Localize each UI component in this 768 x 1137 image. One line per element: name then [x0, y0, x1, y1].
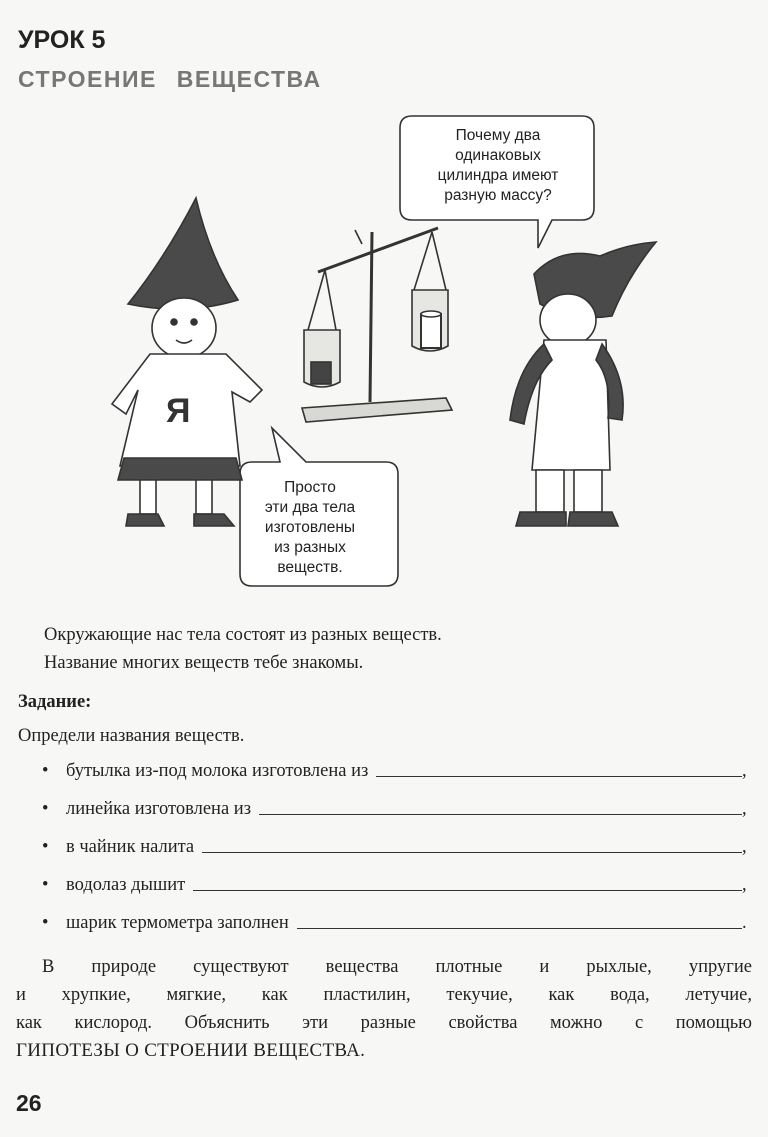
bullet: • — [42, 875, 49, 895]
speech-bubble-1 — [408, 126, 588, 206]
punctuation: , — [742, 799, 747, 819]
bullet: • — [42, 837, 49, 857]
left-gnome-skirt — [118, 458, 242, 480]
bubble-line: эти два тела — [264, 499, 356, 516]
answer-blank[interactable] — [259, 798, 742, 815]
task-item — [42, 908, 752, 934]
answer-blank[interactable] — [297, 912, 742, 929]
bubble-line: веществ. — [277, 559, 343, 576]
bubble-line: одинаковых — [455, 147, 541, 164]
bubble-line: разную массу? — [444, 187, 552, 204]
properties-paragraph — [16, 953, 752, 1065]
left-gnome-hat — [128, 198, 238, 309]
speech-bubble-2 — [246, 478, 374, 578]
right-gnome — [510, 242, 656, 526]
bubble-line: изготовлены — [264, 519, 356, 536]
balance-scale — [302, 228, 452, 422]
page-number: 26 — [16, 1090, 42, 1116]
bullet: • — [42, 761, 49, 781]
task-item-text: шарик термометра заполнен — [66, 913, 289, 933]
bullet: • — [42, 913, 49, 933]
task-item — [42, 870, 752, 896]
bullet: • — [42, 799, 49, 819]
punctuation: . — [742, 913, 747, 933]
properties-line-2: и хрупкие, мягкие, как пластилин, текучие, как вода, летучие, — [16, 985, 752, 1005]
bubble-line: Просто — [284, 479, 336, 496]
left-gnome-shoe-right — [194, 514, 234, 526]
left-gnome — [112, 198, 262, 526]
right-gnome-shoe-right — [568, 512, 618, 526]
right-gnome-head — [540, 294, 596, 346]
topic-title: СТРОЕНИЕ ВЕЩЕСТВА — [18, 66, 322, 92]
punctuation: , — [742, 761, 747, 781]
bubble-line: цилиндра имеют — [437, 167, 559, 184]
properties-line-1: В природе существуют вещества плотные и рыхлые, упругие — [42, 957, 752, 977]
task-item-text: водолаз дышит — [66, 875, 186, 895]
punctuation: , — [742, 875, 747, 895]
answer-blank[interactable] — [193, 874, 742, 891]
right-gnome-leg-left — [536, 470, 564, 512]
task-label: Задание: — [18, 692, 92, 712]
punctuation: , — [742, 837, 747, 857]
task-item — [42, 832, 752, 858]
task-item — [42, 794, 752, 820]
properties-line-3: как кислород. Объяснить эти разные свойства можно с помощью — [16, 1013, 752, 1033]
right-gnome-leg-right — [574, 470, 602, 512]
left-gnome-face — [152, 298, 216, 358]
task-item — [42, 756, 752, 782]
bubble-line: Почему два — [455, 127, 541, 144]
right-gnome-shoe-left — [516, 512, 566, 526]
illustration — [0, 100, 768, 600]
intro-line-2: Название многих веществ тебе знакомы. — [44, 653, 364, 673]
answer-blank[interactable] — [376, 760, 742, 777]
intro-paragraph — [44, 621, 442, 677]
task-instruction: Определи названия веществ. — [18, 726, 245, 746]
left-gnome-leg-right — [196, 480, 212, 514]
left-gnome-leg-left — [140, 480, 156, 514]
right-cylinder — [421, 314, 441, 348]
left-gnome-emblem: Я — [166, 392, 191, 430]
task-item-text: в чайник налита — [66, 837, 195, 857]
left-gnome-shoe-left — [126, 514, 164, 526]
scale-base — [302, 398, 452, 422]
properties-line-4: ГИПОТЕЗЫ О СТРОЕНИИ ВЕЩЕСТВА. — [16, 1040, 366, 1061]
task-item-text: линейка изготовлена из — [66, 799, 251, 819]
task-item-text: бутылка из-под молока изготовлена из — [66, 761, 369, 781]
intro-line-1: Окружающие нас тела состоят из разных веществ. — [44, 625, 442, 645]
answer-blank[interactable] — [202, 836, 742, 853]
left-cylinder — [311, 362, 331, 384]
bubble-line: из разных — [274, 539, 346, 556]
lesson-title: УРОК 5 — [18, 26, 106, 54]
